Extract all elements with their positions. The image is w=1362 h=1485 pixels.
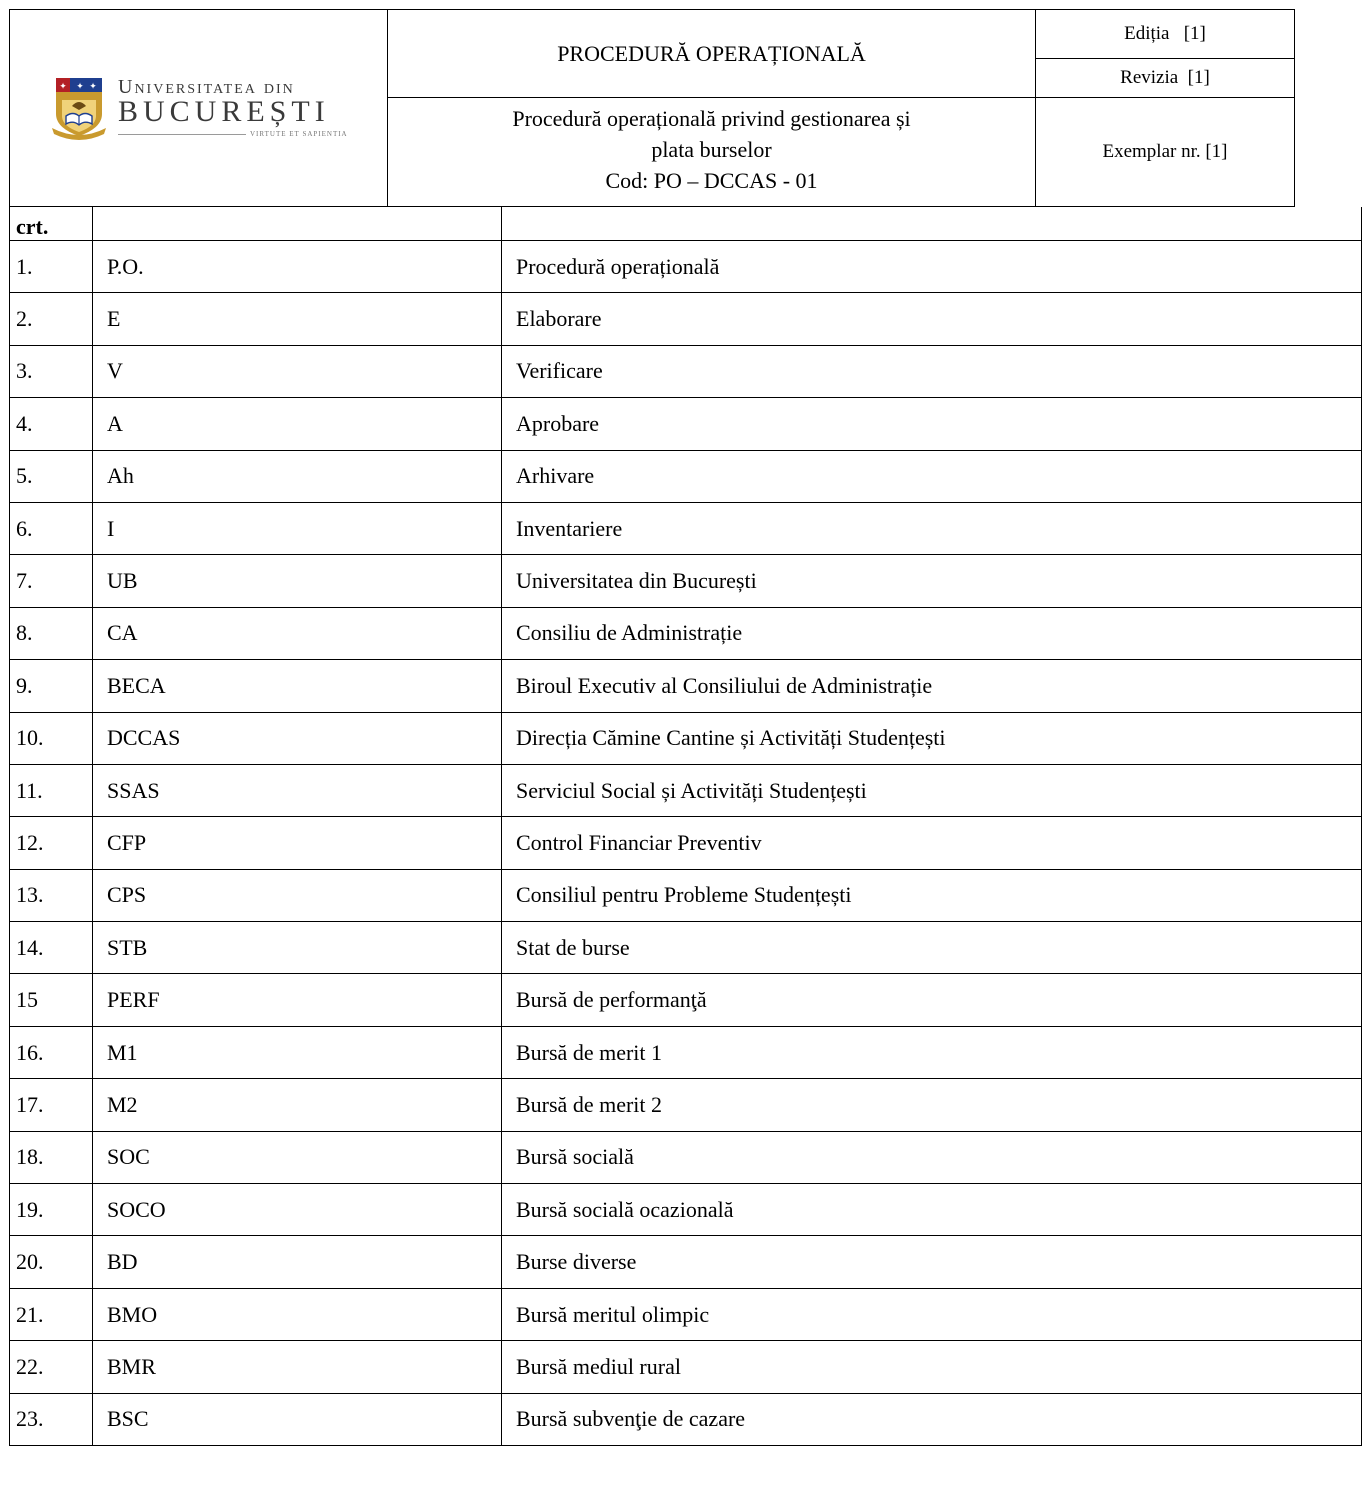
row-abbreviation: CPS [93, 869, 502, 921]
row-number: 15 [10, 974, 93, 1026]
table-row [10, 1131, 1362, 1183]
row-number: 21. [10, 1288, 93, 1340]
row-explanation: Bursă socială ocazională [502, 1184, 1362, 1236]
table-row [10, 502, 1362, 554]
table-row [10, 817, 1362, 869]
table-row [10, 712, 1362, 764]
row-number: 22. [10, 1341, 93, 1393]
row-abbreviation: PERF [93, 974, 502, 1026]
table-row [10, 922, 1362, 974]
table-row [10, 764, 1362, 816]
svg-text:✦: ✦ [59, 82, 67, 92]
row-abbreviation: SOC [93, 1131, 502, 1183]
logo-university-text: Universitatea din [118, 76, 295, 98]
row-number: 8. [10, 607, 93, 659]
row-number: 13. [10, 869, 93, 921]
table-row [10, 398, 1362, 450]
row-number: 16. [10, 1026, 93, 1078]
row-number: 17. [10, 1079, 93, 1131]
row-explanation: Bursă de merit 2 [502, 1079, 1362, 1131]
row-number: 6. [10, 502, 93, 554]
row-number: 1. [10, 241, 93, 293]
row-abbreviation: STB [93, 922, 502, 974]
row-explanation: Bursă socială [502, 1131, 1362, 1183]
description-line-1: Procedură operațională privind gestionarea și [512, 106, 911, 131]
table-row [10, 869, 1362, 921]
row-abbreviation: BECA [93, 660, 502, 712]
table-row [10, 241, 1362, 293]
university-logo [50, 76, 360, 146]
row-explanation: Inventariere [502, 502, 1362, 554]
row-abbreviation: SOCO [93, 1184, 502, 1236]
table-row [10, 1393, 1362, 1445]
table-row [10, 1184, 1362, 1236]
svg-text:✦: ✦ [89, 82, 97, 92]
row-explanation: Elaborare [502, 293, 1362, 345]
revision-cell: Revizia [1] [1036, 59, 1294, 98]
row-abbreviation: I [93, 502, 502, 554]
row-abbreviation: BMO [93, 1288, 502, 1340]
row-abbreviation: BMR [93, 1341, 502, 1393]
header-abbreviation [93, 207, 502, 241]
row-explanation: Bursă mediul rural [502, 1341, 1362, 1393]
table-row [10, 607, 1362, 659]
procedure-code: Cod: PO – DCCAS - 01 [605, 168, 818, 193]
row-abbreviation: DCCAS [93, 712, 502, 764]
row-number: 23. [10, 1393, 93, 1445]
table-header-row [10, 207, 1362, 241]
table-row [10, 450, 1362, 502]
row-abbreviation: CA [93, 607, 502, 659]
row-number: 7. [10, 555, 93, 607]
row-number: 11. [10, 764, 93, 816]
row-explanation: Aprobare [502, 398, 1362, 450]
row-number: 19. [10, 1184, 93, 1236]
row-explanation: Direcția Cămine Cantine și Activități Studențești [502, 712, 1362, 764]
row-abbreviation: M1 [93, 1026, 502, 1078]
table-row [10, 293, 1362, 345]
row-explanation: Arhivare [502, 450, 1362, 502]
logo-motto: VIRTUTE ET SAPIENTIA [250, 130, 348, 138]
row-explanation: Universitatea din București [502, 555, 1362, 607]
row-abbreviation: BD [93, 1236, 502, 1288]
logo-city-text: BUCUREȘTI [118, 95, 330, 128]
table-row [10, 1341, 1362, 1393]
row-abbreviation: SSAS [93, 764, 502, 816]
copy-number-cell: Exemplar nr. [1] [1102, 141, 1228, 162]
row-explanation: Consiliul pentru Probleme Studențești [502, 869, 1362, 921]
row-number: 5. [10, 450, 93, 502]
row-abbreviation: CFP [93, 817, 502, 869]
row-number: 4. [10, 398, 93, 450]
row-number: 3. [10, 345, 93, 397]
row-number: 14. [10, 922, 93, 974]
row-abbreviation: A [93, 398, 502, 450]
svg-text:✦: ✦ [76, 82, 84, 92]
row-explanation: Stat de burse [502, 922, 1362, 974]
university-crest-icon [50, 76, 108, 140]
row-explanation: Biroul Executiv al Consiliului de Administrație [502, 660, 1362, 712]
edition-cell: Ediția [1] [1036, 10, 1294, 59]
abbreviations-table [9, 207, 1362, 1446]
row-abbreviation: BSC [93, 1393, 502, 1445]
row-explanation: Procedură operațională [502, 241, 1362, 293]
row-abbreviation: UB [93, 555, 502, 607]
procedure-description [388, 98, 1036, 206]
row-abbreviation: E [93, 293, 502, 345]
table-row [10, 974, 1362, 1026]
row-number: 12. [10, 817, 93, 869]
row-explanation: Bursă meritul olimpic [502, 1288, 1362, 1340]
table-row [10, 660, 1362, 712]
header-nr-crt: crt. [10, 207, 93, 241]
row-abbreviation: Ah [93, 450, 502, 502]
header-explanation [502, 207, 1362, 241]
table-row [10, 555, 1362, 607]
row-explanation: Verificare [502, 345, 1362, 397]
row-number: 20. [10, 1236, 93, 1288]
row-explanation: Bursă subvenţie de cazare [502, 1393, 1362, 1445]
table-row [10, 1026, 1362, 1078]
row-explanation: Burse diverse [502, 1236, 1362, 1288]
description-line-2: plata burselor [651, 137, 772, 162]
document-header [9, 9, 1295, 207]
logo-cell [10, 10, 388, 206]
table-row [10, 1288, 1362, 1340]
row-abbreviation: P.O. [93, 241, 502, 293]
row-explanation: Bursă de performanţă [502, 974, 1362, 1026]
table-row [10, 345, 1362, 397]
row-explanation: Consiliu de Administrație [502, 607, 1362, 659]
row-number: 9. [10, 660, 93, 712]
row-abbreviation: M2 [93, 1079, 502, 1131]
procedure-title: PROCEDURĂ OPERAȚIONALĂ [388, 10, 1036, 98]
row-explanation: Control Financiar Preventiv [502, 817, 1362, 869]
logo-rule [118, 134, 246, 135]
row-number: 18. [10, 1131, 93, 1183]
table-row [10, 1079, 1362, 1131]
row-explanation: Serviciul Social și Activități Studențești [502, 764, 1362, 816]
row-number: 10. [10, 712, 93, 764]
row-number: 2. [10, 293, 93, 345]
table-row [10, 1236, 1362, 1288]
row-abbreviation: V [93, 345, 502, 397]
row-explanation: Bursă de merit 1 [502, 1026, 1362, 1078]
